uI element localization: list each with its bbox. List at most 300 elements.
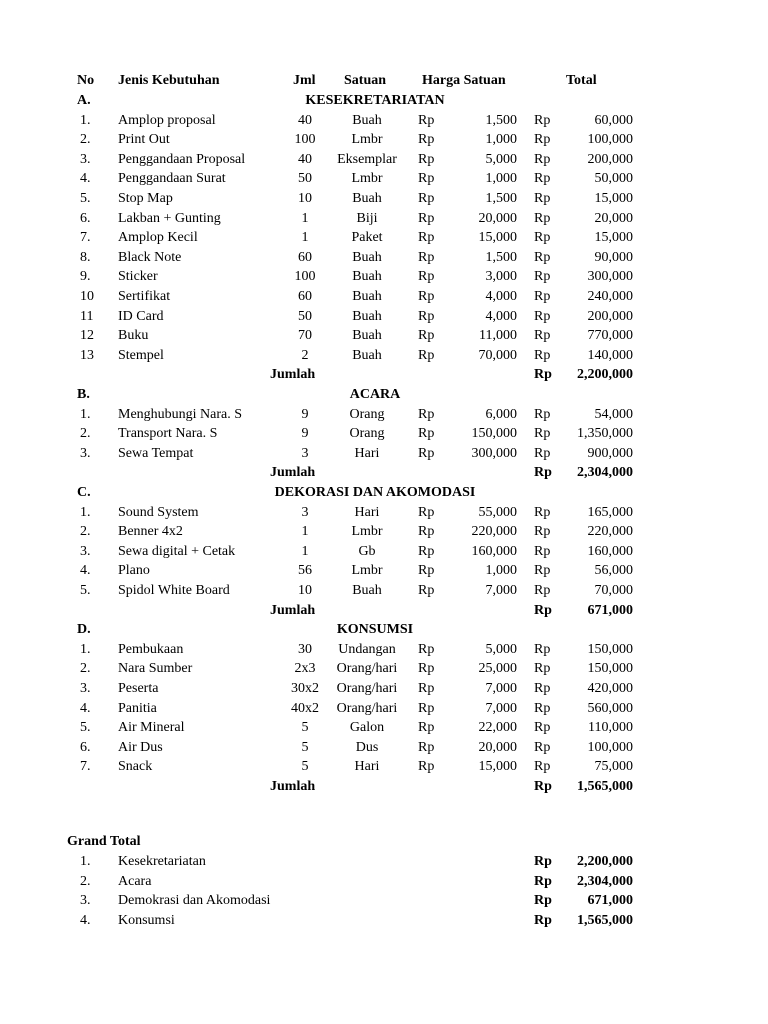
item-harga: 55,000 (478, 505, 517, 520)
item-total-currency: Rp (534, 740, 551, 755)
item-jml: 3 (301, 446, 309, 461)
table-row (0, 699, 768, 719)
item-total: 75,000 (594, 759, 633, 774)
item-harga: 1,000 (485, 563, 517, 578)
item-total: 15,000 (594, 230, 633, 245)
grand-item-total: 671,000 (587, 893, 633, 908)
table-row (0, 326, 768, 346)
item-satuan: Buah (352, 289, 382, 304)
section-letter: A. (77, 93, 91, 108)
header-satuan: Satuan (344, 73, 387, 88)
item-name: Benner 4x2 (118, 524, 183, 539)
item-currency: Rp (418, 759, 435, 774)
grand-item-no: 4. (80, 913, 91, 928)
item-harga: 160,000 (471, 544, 517, 559)
item-currency: Rp (418, 446, 435, 461)
item-jml: 9 (301, 426, 309, 441)
item-currency: Rp (418, 132, 435, 147)
item-satuan: Orang (349, 407, 385, 422)
section-letter: D. (77, 622, 91, 637)
item-name: Transport Nara. S (118, 426, 218, 441)
item-harga: 1,000 (485, 171, 517, 186)
item-no: 5. (80, 191, 91, 206)
item-satuan: Buah (352, 309, 382, 324)
item-no: 13 (80, 348, 94, 363)
item-total-currency: Rp (534, 289, 551, 304)
grand-item-total: 2,200,000 (577, 854, 633, 869)
item-harga: 15,000 (478, 759, 517, 774)
item-total: 50,000 (594, 171, 633, 186)
grand-total-row (0, 852, 768, 872)
item-name: Panitia (118, 701, 157, 716)
item-currency: Rp (418, 171, 435, 186)
item-currency: Rp (418, 250, 435, 265)
item-no: 7. (80, 230, 91, 245)
table-row (0, 503, 768, 523)
item-currency: Rp (418, 426, 435, 441)
section-letter: B. (77, 387, 90, 402)
item-name: Snack (118, 759, 153, 774)
item-no: 2. (80, 524, 91, 539)
item-total: 56,000 (594, 563, 633, 578)
item-no: 10 (80, 289, 94, 304)
item-total-currency: Rp (534, 505, 551, 520)
item-total-currency: Rp (534, 328, 551, 343)
table-row (0, 679, 768, 699)
item-currency: Rp (418, 309, 435, 324)
item-total-currency: Rp (534, 348, 551, 363)
item-no: 3. (80, 544, 91, 559)
item-total-currency: Rp (534, 544, 551, 559)
item-harga: 20,000 (478, 740, 517, 755)
item-name: Sertifikat (118, 289, 171, 304)
item-total-currency: Rp (534, 681, 551, 696)
item-no: 1. (80, 642, 91, 657)
item-name: Pembukaan (118, 642, 184, 657)
jumlah-currency: Rp (534, 603, 552, 618)
item-total-currency: Rp (534, 152, 551, 167)
item-jml: 3 (301, 505, 309, 520)
item-harga: 25,000 (478, 661, 517, 676)
item-currency: Rp (418, 701, 435, 716)
jumlah-row (0, 777, 768, 797)
item-harga: 6,000 (485, 407, 517, 422)
item-total: 110,000 (588, 720, 633, 735)
item-total: 240,000 (587, 289, 633, 304)
table-row (0, 209, 768, 229)
item-name: Penggandaan Proposal (118, 152, 246, 167)
item-jml: 56 (298, 563, 312, 578)
item-currency: Rp (418, 642, 435, 657)
item-satuan: Lmbr (351, 132, 383, 147)
jumlah-label: Jumlah (270, 603, 316, 618)
item-total: 100,000 (587, 740, 633, 755)
item-no: 9. (80, 269, 91, 284)
item-harga: 7,000 (485, 583, 517, 598)
item-name: Spidol White Board (118, 583, 230, 598)
item-harga: 1,500 (485, 113, 517, 128)
table-row (0, 738, 768, 758)
item-jml: 40 (298, 152, 312, 167)
item-no: 6. (80, 211, 91, 226)
item-jml: 50 (298, 171, 312, 186)
item-satuan: Undangan (338, 642, 396, 657)
item-satuan: Lmbr (351, 524, 383, 539)
jumlah-total: 1,565,000 (577, 779, 633, 794)
header-jml: Jml (293, 73, 316, 88)
item-total-currency: Rp (534, 759, 551, 774)
item-jml: 9 (301, 407, 309, 422)
table-row (0, 150, 768, 170)
item-total-currency: Rp (534, 171, 551, 186)
table-row (0, 640, 768, 660)
grand-item-currency: Rp (534, 874, 552, 889)
item-total: 54,000 (594, 407, 633, 422)
item-currency: Rp (418, 328, 435, 343)
item-no: 4. (80, 563, 91, 578)
item-harga: 4,000 (485, 289, 517, 304)
item-jml: 70 (298, 328, 312, 343)
item-satuan: Orang/hari (336, 681, 398, 696)
item-jml: 10 (298, 583, 312, 598)
table-row (0, 111, 768, 131)
grand-total-title (0, 832, 768, 852)
section-header (0, 385, 768, 405)
item-jml: 1 (301, 211, 309, 226)
item-currency: Rp (418, 720, 435, 735)
jumlah-total: 671,000 (587, 603, 633, 618)
section-title: KESEKRETARIATAN (305, 93, 445, 108)
item-name: Black Note (118, 250, 182, 265)
item-satuan: Orang (349, 426, 385, 441)
item-harga: 1,000 (485, 132, 517, 147)
item-total-currency: Rp (534, 701, 551, 716)
jumlah-currency: Rp (534, 779, 552, 794)
table-row (0, 424, 768, 444)
item-harga: 300,000 (471, 446, 517, 461)
item-name: Sound System (118, 505, 199, 520)
item-total-currency: Rp (534, 269, 551, 284)
item-harga: 5,000 (485, 642, 517, 657)
item-harga: 15,000 (478, 230, 517, 245)
item-total: 200,000 (587, 309, 633, 324)
item-harga: 5,000 (485, 152, 517, 167)
item-total-currency: Rp (534, 230, 551, 245)
item-satuan: Orang/hari (336, 701, 398, 716)
item-total-currency: Rp (534, 446, 551, 461)
item-total-currency: Rp (534, 642, 551, 657)
section-title: KONSUMSI (336, 622, 414, 637)
item-jml: 40 (298, 113, 312, 128)
item-name: Sticker (118, 269, 158, 284)
item-harga: 11,000 (479, 328, 517, 343)
item-total-currency: Rp (534, 211, 551, 226)
header-no: No (77, 73, 95, 88)
jumlah-label: Jumlah (270, 367, 316, 382)
item-satuan: Buah (352, 250, 382, 265)
item-satuan: Hari (354, 446, 380, 461)
table-header (0, 71, 768, 91)
table-row (0, 444, 768, 464)
item-satuan: Biji (356, 211, 378, 226)
item-name: Lakban + Gunting (118, 211, 221, 226)
item-jml: 1 (301, 544, 309, 559)
item-jml: 100 (294, 269, 316, 284)
item-currency: Rp (418, 289, 435, 304)
table-row (0, 542, 768, 562)
item-jml: 100 (294, 132, 316, 147)
grand-total-row (0, 872, 768, 892)
item-no: 1. (80, 113, 91, 128)
item-satuan: Buah (352, 583, 382, 598)
item-name: Sewa Tempat (118, 446, 194, 461)
item-jml: 50 (298, 309, 312, 324)
item-total: 100,000 (587, 132, 633, 147)
grand-item-total: 2,304,000 (577, 874, 633, 889)
item-total: 770,000 (587, 328, 633, 343)
item-total: 20,000 (594, 211, 633, 226)
jumlah-currency: Rp (534, 465, 552, 480)
item-jml: 5 (301, 720, 309, 735)
item-name: Plano (118, 563, 150, 578)
header-harga: Harga Satuan (422, 73, 506, 88)
item-total: 150,000 (587, 642, 633, 657)
item-no: 3. (80, 152, 91, 167)
item-jml: 5 (301, 759, 309, 774)
jumlah-currency: Rp (534, 367, 552, 382)
item-no: 7. (80, 759, 91, 774)
jumlah-label: Jumlah (270, 779, 316, 794)
item-name: Amplop proposal (118, 113, 216, 128)
item-currency: Rp (418, 505, 435, 520)
item-jml: 2 (301, 348, 309, 363)
item-total: 60,000 (594, 113, 633, 128)
item-harga: 7,000 (485, 701, 517, 716)
table-row (0, 757, 768, 777)
jumlah-total: 2,304,000 (577, 465, 633, 480)
item-total-currency: Rp (534, 583, 551, 598)
item-jml: 5 (301, 740, 309, 755)
item-name: Buku (118, 328, 149, 343)
item-total-currency: Rp (534, 191, 551, 206)
item-currency: Rp (418, 407, 435, 422)
grand-item-currency: Rp (534, 913, 552, 928)
item-harga: 150,000 (471, 426, 517, 441)
item-total: 150,000 (587, 661, 633, 676)
item-no: 11 (80, 309, 94, 324)
item-name: Peserta (118, 681, 159, 696)
grand-item-currency: Rp (534, 893, 552, 908)
item-total-currency: Rp (534, 113, 551, 128)
item-satuan: Buah (352, 269, 382, 284)
item-currency: Rp (418, 740, 435, 755)
item-no: 8. (80, 250, 91, 265)
item-harga: 3,000 (485, 269, 517, 284)
grand-item-no: 3. (80, 893, 91, 908)
table-row (0, 659, 768, 679)
item-satuan: Orang/hari (336, 661, 398, 676)
table-row (0, 130, 768, 150)
item-currency: Rp (418, 348, 435, 363)
grand-item-currency: Rp (534, 854, 552, 869)
item-satuan: Lmbr (351, 171, 383, 186)
item-jml: 1 (301, 524, 309, 539)
item-jml: 40x2 (291, 701, 319, 716)
table-row (0, 248, 768, 268)
item-name: Nara Sumber (118, 661, 193, 676)
item-no: 2. (80, 661, 91, 676)
item-jml: 10 (298, 191, 312, 206)
item-currency: Rp (418, 269, 435, 284)
item-currency: Rp (418, 230, 435, 245)
item-no: 5. (80, 583, 91, 598)
item-total: 900,000 (587, 446, 633, 461)
grand-item-name: Konsumsi (118, 913, 175, 928)
item-satuan: Buah (352, 328, 382, 343)
item-total-currency: Rp (534, 563, 551, 578)
table-row (0, 405, 768, 425)
jumlah-row (0, 601, 768, 621)
item-name: Air Dus (118, 740, 163, 755)
item-total: 70,000 (594, 583, 633, 598)
item-no: 2. (80, 426, 91, 441)
grand-total-label: Grand Total (67, 834, 141, 849)
item-satuan: Lmbr (351, 563, 383, 578)
item-no: 2. (80, 132, 91, 147)
table-row (0, 287, 768, 307)
item-currency: Rp (418, 113, 435, 128)
item-currency: Rp (418, 524, 435, 539)
section-title: DEKORASI DAN AKOMODASI (274, 485, 476, 500)
item-currency: Rp (418, 211, 435, 226)
item-no: 4. (80, 171, 91, 186)
item-satuan: Hari (354, 759, 380, 774)
section-header (0, 483, 768, 503)
item-satuan: Buah (352, 348, 382, 363)
item-total-currency: Rp (534, 661, 551, 676)
item-no: 4. (80, 701, 91, 716)
table-row (0, 718, 768, 738)
item-name: ID Card (118, 309, 164, 324)
jumlah-row (0, 463, 768, 483)
item-name: Air Mineral (118, 720, 185, 735)
item-total-currency: Rp (534, 407, 551, 422)
item-no: 3. (80, 446, 91, 461)
table-row (0, 561, 768, 581)
item-currency: Rp (418, 583, 435, 598)
item-currency: Rp (418, 191, 435, 206)
item-total: 160,000 (587, 544, 633, 559)
item-name: Penggandaan Surat (118, 171, 226, 186)
section-letter: C. (77, 485, 91, 500)
table-row (0, 169, 768, 189)
jumlah-row (0, 365, 768, 385)
item-no: 1. (80, 407, 91, 422)
item-total-currency: Rp (534, 132, 551, 147)
item-currency: Rp (418, 661, 435, 676)
grand-item-name: Kesekretariatan (118, 854, 206, 869)
item-total: 90,000 (594, 250, 633, 265)
item-harga: 1,500 (485, 191, 517, 206)
item-satuan: Buah (352, 191, 382, 206)
item-currency: Rp (418, 563, 435, 578)
header-total: Total (566, 73, 597, 88)
item-currency: Rp (418, 152, 435, 167)
item-total: 200,000 (587, 152, 633, 167)
item-total: 140,000 (587, 348, 633, 363)
item-harga: 1,500 (485, 250, 517, 265)
item-satuan: Eksemplar (337, 152, 397, 167)
item-harga: 220,000 (471, 524, 517, 539)
item-no: 6. (80, 740, 91, 755)
grand-total-row (0, 911, 768, 931)
item-total: 420,000 (587, 681, 633, 696)
header-jenis: Jenis Kebutuhan (118, 73, 220, 88)
table-row (0, 346, 768, 366)
item-jml: 2x3 (294, 661, 316, 676)
item-total: 15,000 (594, 191, 633, 206)
item-no: 1. (80, 505, 91, 520)
item-satuan: Gb (358, 544, 376, 559)
table-row (0, 307, 768, 327)
table-row (0, 522, 768, 542)
item-satuan: Buah (352, 113, 382, 128)
item-jml: 30 (298, 642, 312, 657)
item-satuan: Galon (349, 720, 385, 735)
item-jml: 60 (298, 289, 312, 304)
item-harga: 4,000 (485, 309, 517, 324)
item-total-currency: Rp (534, 720, 551, 735)
item-satuan: Hari (354, 505, 380, 520)
item-name: Amplop Kecil (118, 230, 198, 245)
item-total: 1,350,000 (577, 426, 633, 441)
table-row (0, 189, 768, 209)
item-harga: 70,000 (478, 348, 517, 363)
grand-item-name: Demokrasi dan Akomodasi (118, 893, 271, 908)
grand-item-total: 1,565,000 (577, 913, 633, 928)
item-total-currency: Rp (534, 309, 551, 324)
item-satuan: Dus (355, 740, 379, 755)
item-harga: 20,000 (478, 211, 517, 226)
item-harga: 7,000 (485, 681, 517, 696)
item-name: Stop Map (118, 191, 173, 206)
item-total-currency: Rp (534, 524, 551, 539)
grand-item-no: 1. (80, 854, 91, 869)
item-total: 560,000 (587, 701, 633, 716)
item-total: 220,000 (587, 524, 633, 539)
table-row (0, 267, 768, 287)
item-satuan: Paket (351, 230, 383, 245)
item-currency: Rp (418, 681, 435, 696)
item-jml: 1 (301, 230, 309, 245)
grand-item-no: 2. (80, 874, 91, 889)
section-title: ACARA (349, 387, 401, 402)
jumlah-total: 2,200,000 (577, 367, 633, 382)
item-total: 165,000 (587, 505, 633, 520)
item-no: 12 (80, 328, 94, 343)
grand-total-row (0, 891, 768, 911)
item-total-currency: Rp (534, 426, 551, 441)
section-header (0, 620, 768, 640)
section-header (0, 91, 768, 111)
item-total-currency: Rp (534, 250, 551, 265)
item-total: 300,000 (587, 269, 633, 284)
item-name: Sewa digital + Cetak (118, 544, 236, 559)
table-row (0, 228, 768, 248)
jumlah-label: Jumlah (270, 465, 316, 480)
item-currency: Rp (418, 544, 435, 559)
item-harga: 22,000 (478, 720, 517, 735)
